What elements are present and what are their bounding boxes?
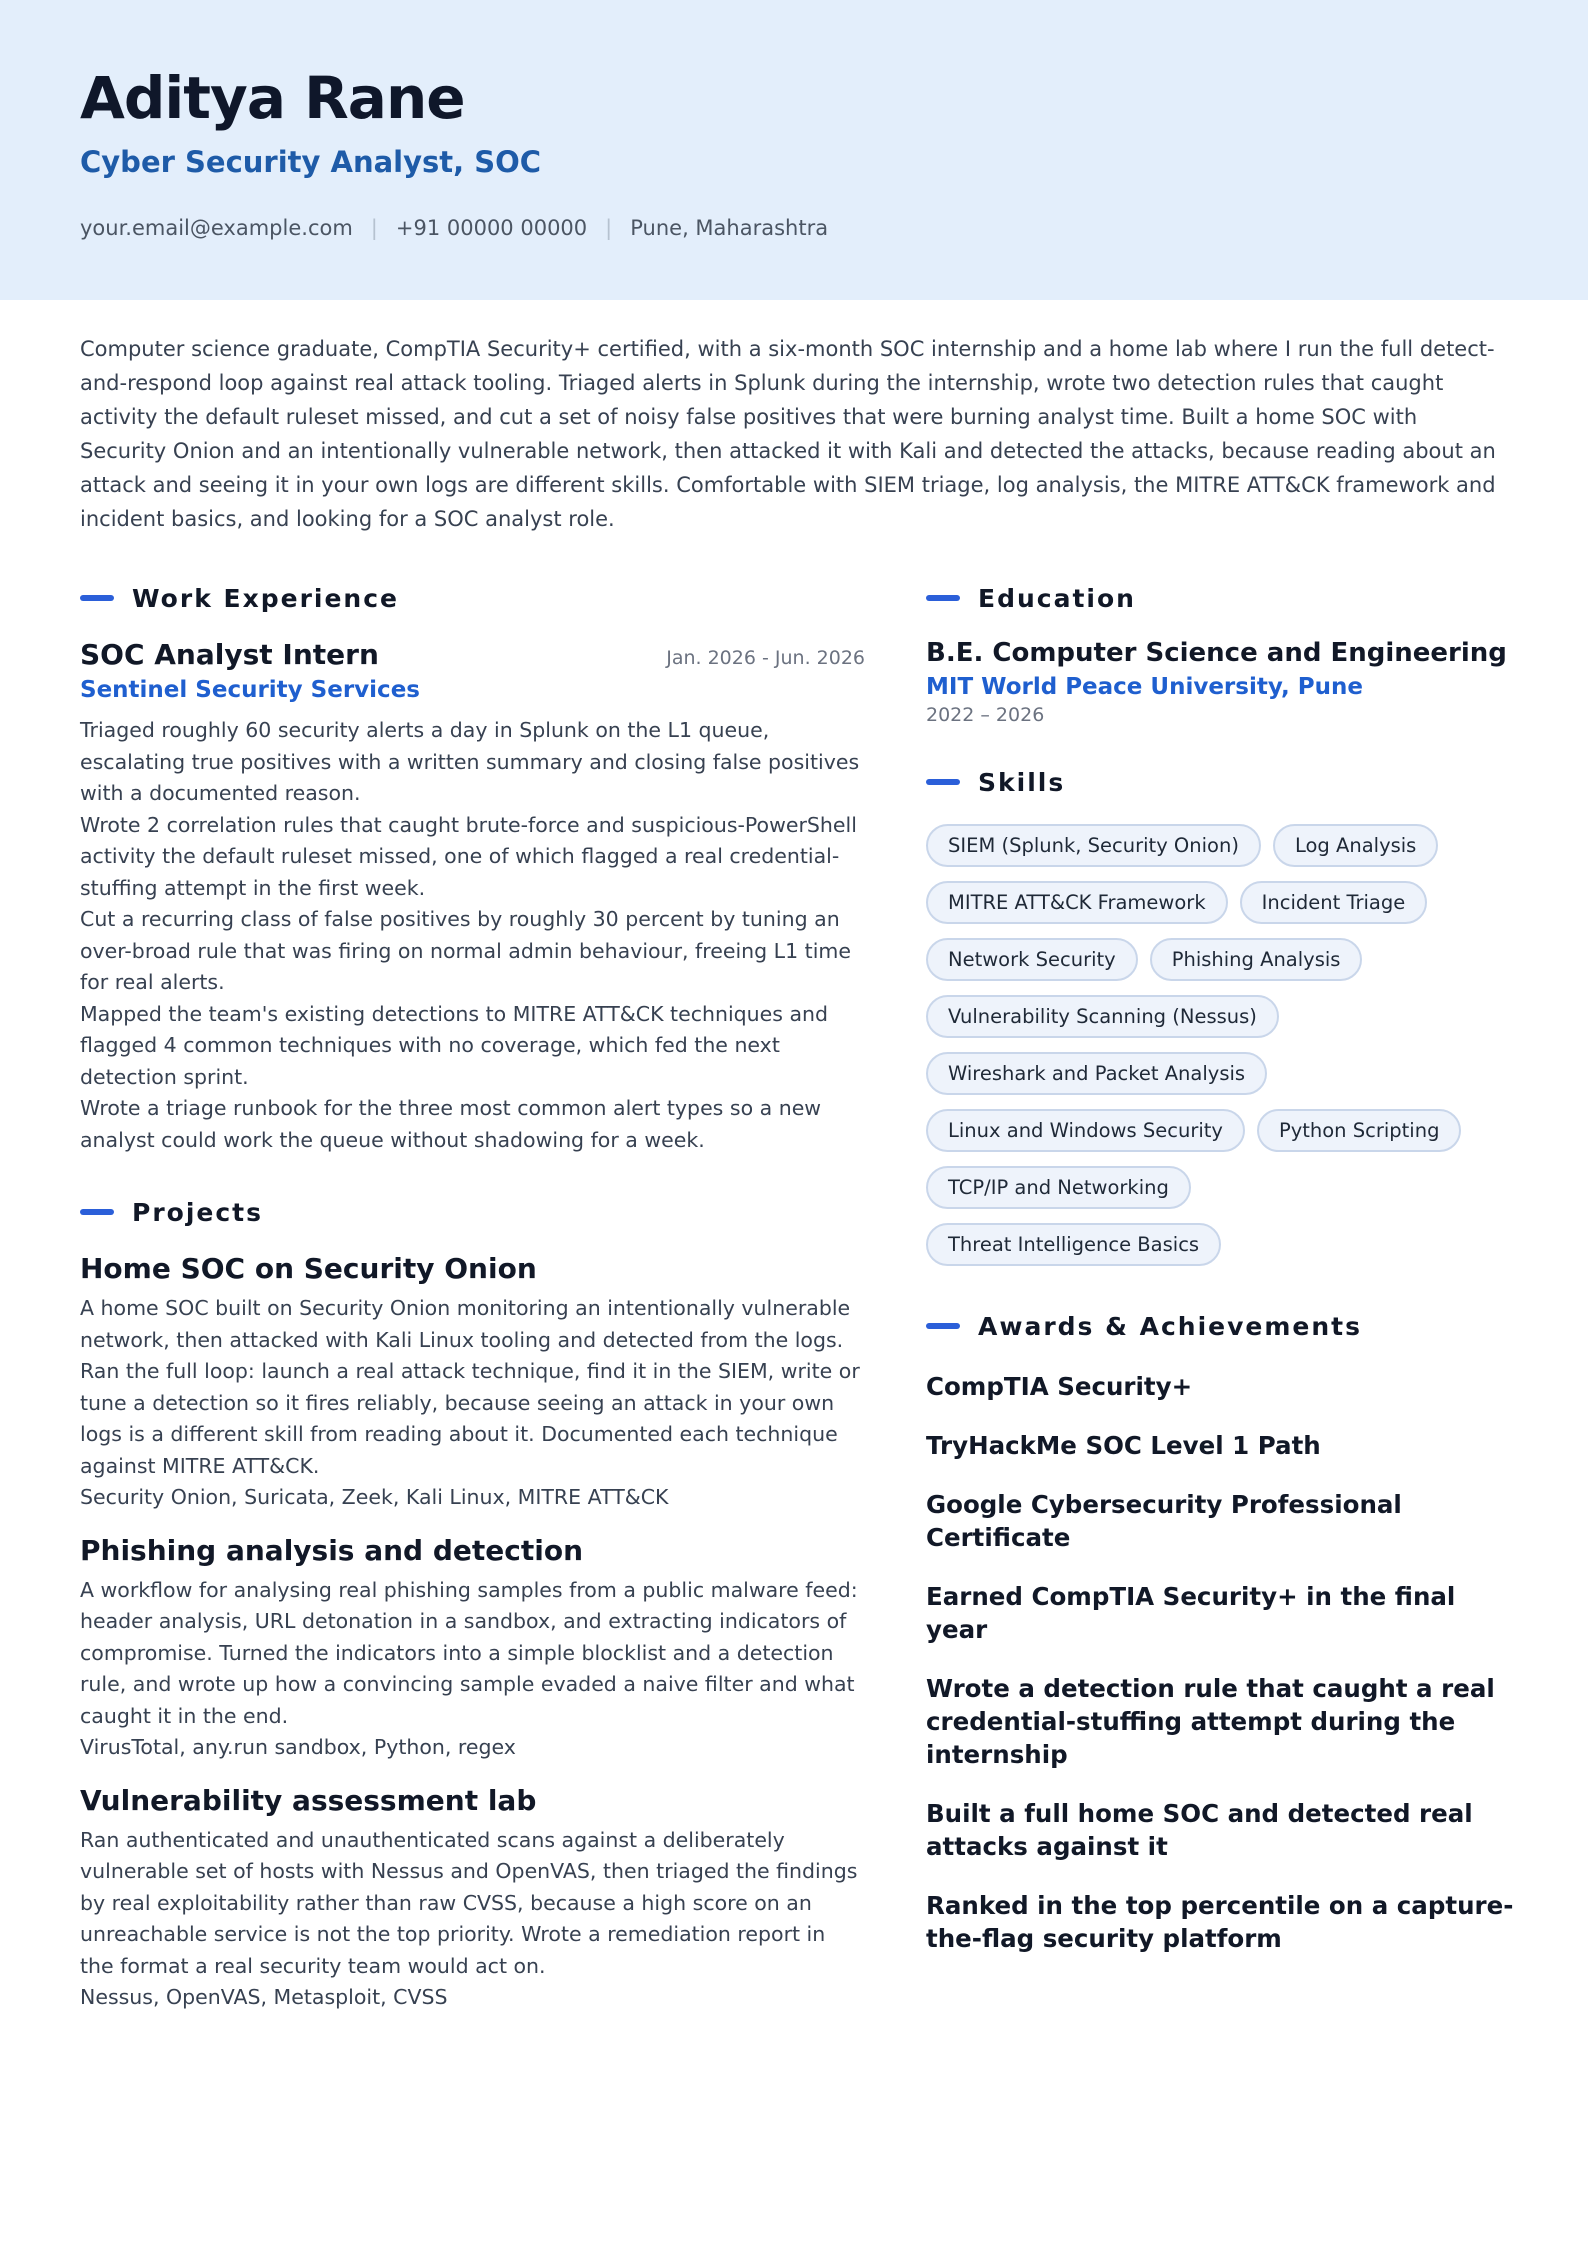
skill-chip: Vulnerability Scanning (Nessus)	[926, 995, 1279, 1038]
section-heading: Work Experience	[132, 583, 399, 613]
section-bar-icon	[80, 1209, 114, 1215]
project-title: Phishing analysis and detection	[80, 1533, 584, 1567]
section-work-experience	[80, 580, 865, 616]
project-tech: Security Onion, Suricata, Zeek, Kali Linux, MITRE ATT&CK	[80, 1485, 669, 1509]
job-company: Sentinel Security Services	[80, 677, 420, 703]
job-dates: Jan. 2026 - Jun. 2026	[666, 647, 865, 669]
section-skills	[926, 764, 1516, 800]
job-bullet: Wrote 2 correlation rules that caught brute-force and suspicious-PowerShell activity the default ruleset missed, one of which flagged a real credential-stuffing attempt in the first week.	[80, 812, 857, 900]
award-item: Built a full home SOC and detected real attacks against it	[926, 1799, 1473, 1861]
section-bar-icon	[926, 779, 960, 785]
project-description: Ran authenticated and unauthenticated scans against a deliberately vulnerable set of hosts with Nessus and OpenVAS, then triaged the findings by real exploitability rather than raw CVSS, because a high score on an unreachable service is not the top priority. Wrote a remediation report in the format a real security team would act on.	[80, 1827, 858, 1978]
education-degree: B.E. Computer Science and Engineering	[926, 638, 1507, 668]
award-item: Earned CompTIA Security+ in the final year	[926, 1582, 1456, 1644]
project-item	[80, 1784, 865, 2014]
award-item: Wrote a detection rule that caught a real credential-stuffing attempt during the internship	[926, 1674, 1495, 1769]
award-item: TryHackMe SOC Level 1 Path	[926, 1431, 1321, 1460]
candidate-name: Aditya Rane	[80, 64, 465, 132]
section-bar-icon	[80, 595, 114, 601]
award-item: Ranked in the top percentile on a capture-the-flag security platform	[926, 1891, 1514, 1953]
skill-chip: MITRE ATT&CK Framework	[926, 881, 1228, 924]
skill-chip: TCP/IP and Networking	[926, 1166, 1191, 1209]
contact-location: Pune, Maharashtra	[630, 216, 829, 240]
project-item	[80, 1534, 865, 1764]
project-title: Home SOC on Security Onion	[80, 1252, 537, 1285]
job-bullets	[80, 715, 865, 1156]
job-bullet: Cut a recurring class of false positives by roughly 30 percent by tuning an over-broad rule that was firing on normal admin behaviour, freeing L1 time for real alerts.	[80, 907, 851, 994]
section-bar-icon	[926, 595, 960, 601]
skill-chip: Linux and Windows Security	[926, 1109, 1245, 1152]
skill-chip: Threat Intelligence Basics	[926, 1223, 1221, 1266]
professional-summary: Computer science graduate, CompTIA Security+ certified, with a six-month SOC internship and a home lab where I run the full detect-and-respond loop against real attack tooling. Triaged alerts in Splunk during the internship, wrote two detection rules that caught activity the default ruleset missed, and cut a set of noisy false positives that were burning analyst time. Built a home SOC with Security Onion and an intentionally vulnerable network, then attacked it with Kali and detected the attacks, because reading about an attack and seeing it in your own logs are different skills. Comfortable with SIEM triage, log analysis, the MITRE ATT&CK framework and incident basics, and looking for a SOC analyst role.	[80, 337, 1496, 531]
right-column	[926, 580, 1516, 1955]
left-column	[80, 580, 865, 2014]
skill-chip: SIEM (Splunk, Security Onion)	[926, 824, 1261, 867]
education-years: 2022 – 2026	[926, 704, 1045, 726]
section-heading: Awards & Achievements	[978, 1311, 1363, 1341]
job-bullet: Wrote a triage runbook for the three most common alert types so a new analyst could work the queue without shadowing for a week.	[80, 1096, 822, 1152]
resume-header	[0, 0, 1588, 300]
skill-chip: Network Security	[926, 938, 1138, 981]
job-bullet: Mapped the team's existing detections to MITRE ATT&CK techniques and flagged 4 common techniques with no coverage, which fed the next detection sprint.	[80, 1001, 829, 1089]
candidate-role: Cyber Security Analyst, SOC	[80, 145, 542, 179]
section-bar-icon	[926, 1323, 960, 1329]
project-tech: Nessus, OpenVAS, Metasploit, CVSS	[80, 1985, 448, 2009]
section-awards	[926, 1308, 1516, 1344]
awards-list	[926, 1370, 1516, 1955]
skills-list	[926, 824, 1486, 1266]
job-header	[80, 638, 865, 671]
award-item: CompTIA Security+	[926, 1372, 1193, 1401]
section-heading: Projects	[132, 1197, 264, 1227]
job-bullet: Triaged roughly 60 security alerts a day in Splunk on the L1 queue, escalating true positives with a written summary and closing false positives with a documented reason.	[80, 718, 860, 805]
education-school: MIT World Peace University, Pune	[926, 674, 1363, 700]
skill-chip: Incident Triage	[1240, 881, 1428, 924]
section-projects	[80, 1194, 865, 1230]
section-heading: Education	[978, 583, 1136, 613]
award-item: Google Cybersecurity Professional Certificate	[926, 1490, 1402, 1552]
skill-chip: Log Analysis	[1273, 824, 1438, 867]
contact-phone[interactable]: +91 00000 00000	[395, 216, 588, 240]
project-tech: VirusTotal, any.run sandbox, Python, regex	[80, 1735, 516, 1759]
skill-chip: Phishing Analysis	[1150, 938, 1363, 981]
project-title: Vulnerability assessment lab	[80, 1783, 537, 1817]
skill-chip: Python Scripting	[1257, 1109, 1462, 1152]
skill-chip: Wireshark and Packet Analysis	[926, 1052, 1267, 1095]
project-description: A workflow for analysing real phishing samples from a public malware feed: header analysis, URL detonation in a sandbox, and extracting indicators of compromise. Turned the indicators into a simple blocklist and a detection rule, and wrote up how a convincing sample evaded a naive filter and what caught it in the end.	[80, 1577, 858, 1728]
contact-email[interactable]: your.email@example.com	[80, 216, 353, 240]
contact-divider: |	[605, 216, 613, 240]
project-item	[80, 1252, 865, 1514]
contact-line	[80, 216, 828, 240]
contact-divider: |	[370, 216, 378, 240]
section-heading: Skills	[978, 767, 1066, 797]
job-title: SOC Analyst Intern	[80, 638, 379, 671]
section-education	[926, 580, 1516, 616]
project-description: A home SOC built on Security Onion monitoring an intentionally vulnerable network, then attacked with Kali Linux tooling and detected from the logs. Ran the full loop: launch a real attack technique, find it in the SIEM, write or tune a detection so it fires reliably, because seeing an attack in your own logs is a different skill from reading about it. Documented each technique against MITRE ATT&CK.	[80, 1296, 860, 1478]
